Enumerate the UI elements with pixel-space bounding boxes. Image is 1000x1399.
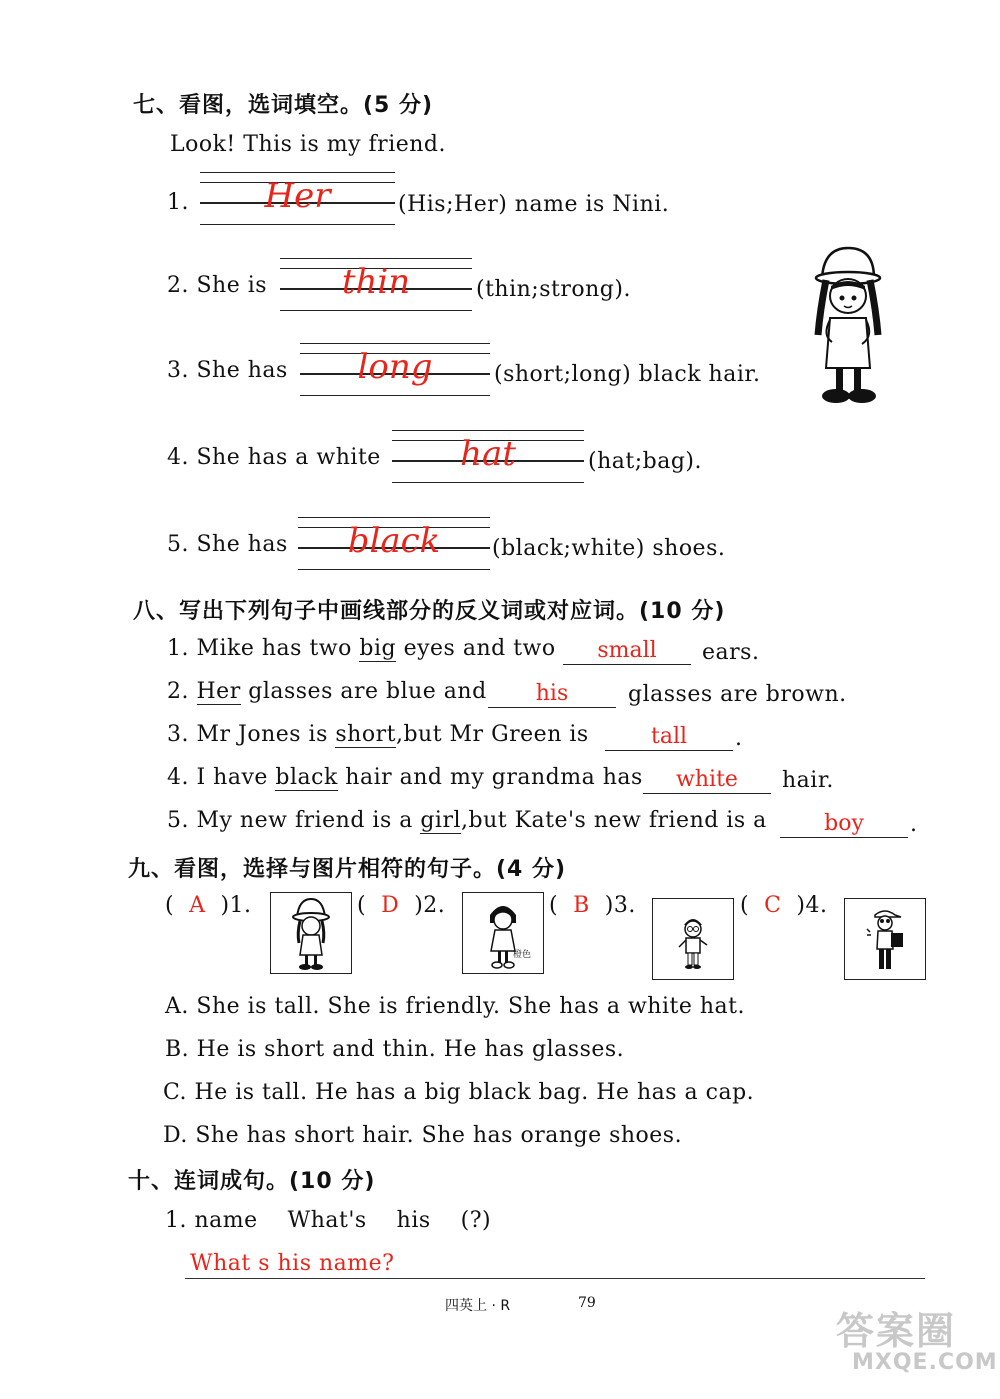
- s8-item-2-text-c: glasses are brown.: [628, 682, 847, 707]
- s10-item-1-answer: What s his name?: [190, 1251, 395, 1276]
- s8-item-5-text-c: .: [910, 812, 918, 837]
- s9-choice-3: ( B )3.: [549, 893, 636, 918]
- s9-choice-4-num: )4.: [796, 893, 828, 918]
- footer-page-number: 79: [578, 1295, 596, 1311]
- s8-item-5-text-b: ,but Kate's new friend is a: [461, 808, 767, 833]
- s8-item-4-text-b: hair and my grandma has: [345, 765, 643, 790]
- s8-item-2-underlined-word: Her: [196, 679, 241, 704]
- s8-item-1: [167, 636, 556, 661]
- s9-picture-2-label: 橙色: [513, 950, 532, 960]
- s9-option-c: C. He is tall. He has a big black bag. He has a cap.: [163, 1080, 755, 1105]
- s7-item-2-answer: thin: [341, 262, 411, 302]
- s9-choice-2: ( D )2.: [357, 893, 446, 918]
- s8-item-5-answer: boy: [780, 811, 908, 838]
- s8-item-3-text-c: .: [735, 726, 743, 751]
- s9-option-d: D. She has short hair. She has orange shoes.: [163, 1123, 683, 1148]
- s9-picture-4: [844, 898, 926, 980]
- s7-item-3-prefix: 3. She has: [167, 358, 288, 383]
- s7-item-4-suffix: (hat;bag).: [588, 449, 702, 474]
- s7-item-3-suffix: (short;long) black hair.: [494, 362, 761, 387]
- s7-item-4-answer: hat: [460, 434, 516, 474]
- section-8-title: 八、写出下列句子中画线部分的反义词或对应词。(10 分): [133, 599, 726, 624]
- s7-item-2-prefix: 2. She is: [167, 273, 268, 298]
- s8-item-4-text-c: hair.: [782, 768, 834, 793]
- s9-choice-1: ( A )1.: [165, 893, 252, 918]
- s8-item-1-text-b: eyes and two: [403, 636, 556, 661]
- s7-item-4-prefix: 4. She has a white: [167, 445, 381, 470]
- section-9-title: 九、看图，选择与图片相符的句子。(4 分): [128, 857, 567, 882]
- s8-item-4-answer: white: [643, 767, 771, 794]
- s8-item-2: [167, 679, 487, 704]
- s7-item-2-suffix: (thin;strong).: [476, 277, 631, 302]
- s8-item-4-underlined-word: black: [275, 765, 338, 790]
- s8-item-2-text-a: 2.: [167, 679, 189, 704]
- s8-item-1-text-a: 1. Mike has two: [167, 636, 352, 661]
- s9-picture-2: [462, 892, 544, 974]
- s8-item-1-text-c: ears.: [702, 640, 760, 665]
- s9-option-a: A. She is tall. She is friendly. She has a white hat.: [165, 994, 745, 1019]
- footer-book-label: 四英上 · R: [445, 1298, 511, 1314]
- s9-choice-3-answer: B: [573, 893, 590, 918]
- s8-item-5-underlined-word: girl: [420, 808, 462, 833]
- s10-item-1-words: 1. name What's his (?): [165, 1208, 492, 1233]
- s7-item-5-suffix: (black;white) shoes.: [492, 536, 726, 561]
- s8-item-3-text-a: 3. Mr Jones is: [167, 722, 328, 747]
- s8-item-5-text-a: 5. My new friend is a: [167, 808, 413, 833]
- s9-option-b: B. He is short and thin. He has glasses.: [165, 1037, 625, 1062]
- s7-item-3-answer: long: [357, 347, 433, 387]
- s7-item-5-prefix: 5. She has: [167, 532, 288, 557]
- s9-choice-3-num: )3.: [604, 893, 636, 918]
- s8-item-2-text-b: glasses are blue and: [248, 679, 487, 704]
- s10-answer-line: [185, 1278, 925, 1279]
- s8-item-1-answer: small: [563, 638, 691, 665]
- s7-item-1-suffix: (His;Her) name is Nini.: [398, 192, 670, 217]
- s9-choice-1-num: )1.: [220, 893, 252, 918]
- s9-choice-1-answer: A: [189, 893, 206, 918]
- s8-item-3-text-b: ,but Mr Green is: [395, 722, 589, 747]
- s9-choice-2-answer: D: [381, 893, 400, 918]
- s9-choice-2-num: )2.: [414, 893, 446, 918]
- s8-item-5: [167, 808, 767, 833]
- s8-item-3: [167, 722, 589, 747]
- watermark-url: MXQE.COM: [852, 1350, 998, 1375]
- s7-item-1-answer: Her: [264, 176, 331, 216]
- boy-with-cap-and-bag-figure: [845, 899, 925, 979]
- s7-item-1-prefix: 1.: [167, 190, 189, 215]
- s8-item-3-answer: tall: [605, 724, 733, 751]
- s8-item-1-underlined-word: big: [359, 636, 397, 661]
- s8-item-2-answer: his: [488, 681, 616, 708]
- section-7-intro: Look! This is my friend.: [170, 132, 446, 157]
- girl-illustration: [800, 240, 890, 410]
- section-7-title: 七、看图，选词填空。(5 分): [133, 93, 434, 118]
- s9-picture-3: [652, 898, 734, 980]
- girl-short-hair-figure: [463, 893, 543, 973]
- s8-item-4-text-a: 4. I have: [167, 765, 268, 790]
- boy-with-glasses-figure: [653, 899, 733, 979]
- girl-with-white-hat-figure: [271, 893, 351, 973]
- s8-item-3-underlined-word: short: [335, 722, 396, 747]
- s8-item-4: [167, 765, 643, 790]
- s9-picture-1: [270, 892, 352, 974]
- s7-item-5-answer: black: [347, 521, 441, 561]
- s9-choice-4-answer: C: [764, 893, 782, 918]
- watermark-logo-text: 答案圈: [836, 1309, 957, 1353]
- s9-choice-4: ( C )4.: [740, 893, 828, 918]
- section-10-title: 十、连词成句。(10 分): [128, 1169, 376, 1194]
